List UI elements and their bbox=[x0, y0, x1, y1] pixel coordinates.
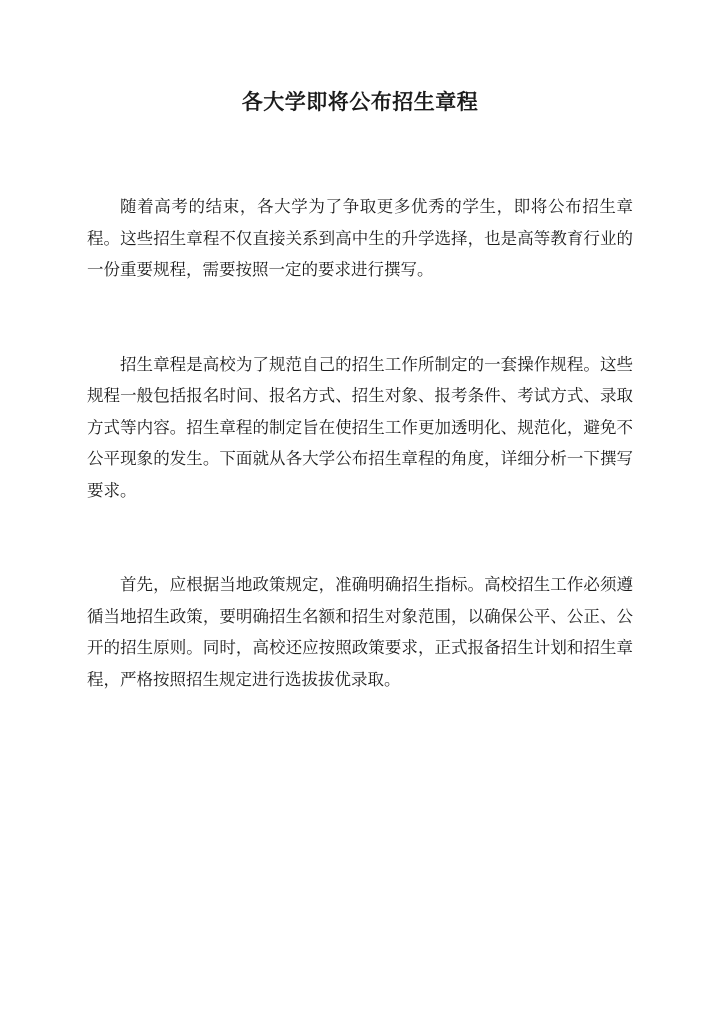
document-body bbox=[87, 191, 633, 695]
paragraph-2: 招生章程是高校为了规范自己的招生工作所制定的一套操作规程。这些规程一般包括报名时间、报名方式、招生对象、报考条件、考试方式、录取方式等内容。招生章程的制定旨在使招生工作更加透明化、规范化，避免不公平现象的发生。下面就从各大学公布招生章程的角度，详细分析一下撰写要求。 bbox=[87, 354, 633, 500]
paragraph-3: 首先，应根据当地政策规定，准确明确招生指标。高校招生工作必须遵循当地招生政策，要明确招生名额和招生对象范围，以确保公平、公正、公开的招生原则。同时，高校还应按照政策要求，正式报备招生计划和招生章程，严格按照招生规定进行选拔拔优录取。 bbox=[87, 575, 633, 689]
document-title: 各大学即将公布招生章程 bbox=[241, 89, 479, 114]
paragraph-1: 随着高考的结束，各大学为了争取更多优秀的学生，即将公布招生章程。这些招生章程不仅直接关系到高中生的升学选择，也是高等教育行业的一份重要规程，需要按照一定的要求进行撰写。 bbox=[87, 197, 633, 279]
